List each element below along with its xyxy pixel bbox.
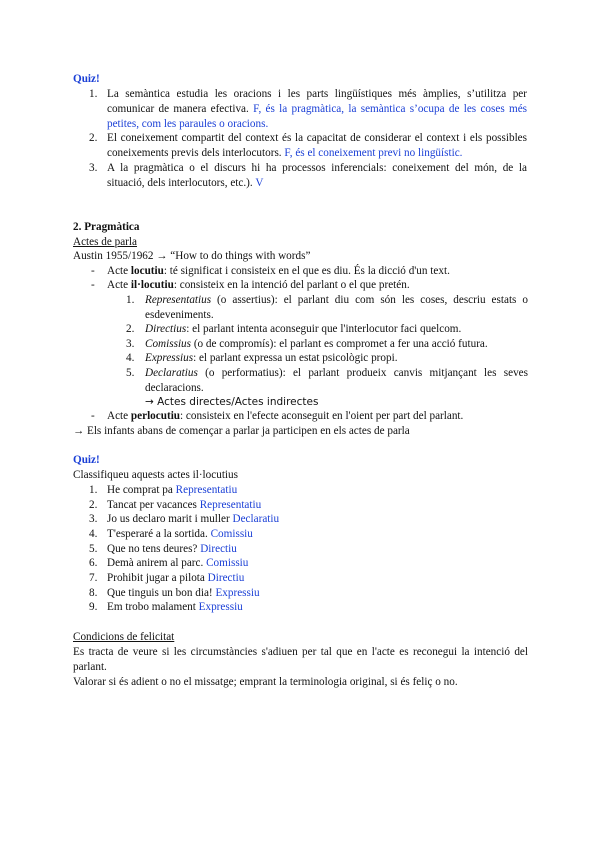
label-prefix: Acte	[107, 410, 131, 422]
answer-text: V	[255, 177, 264, 189]
subsection-heading: Actes de parla	[73, 236, 137, 248]
definition: (o performatius): el parlant produeix canvis mitjançant les seves declaracions.	[145, 367, 528, 394]
type-text	[145, 322, 528, 337]
question-text: A la pragmàtica o el discurs hi ha processos inferencials: coneixement del món, de la situació, dels interlocutors, etc.).	[107, 162, 527, 189]
type-text	[145, 366, 528, 396]
answer-text: Expressiu	[215, 587, 260, 599]
answer-text: Representatiu	[175, 484, 238, 496]
list-number: 3.	[89, 162, 98, 174]
list-number: 3.	[89, 513, 98, 525]
quiz2-item-text	[107, 556, 527, 571]
felicitat-paragraph-2: Valorar si és adient o no el missatge; emprant la terminologia original, si és feliç o no.	[73, 676, 458, 688]
term: Representatius	[145, 294, 212, 306]
bullet-dash: -	[91, 265, 95, 277]
list-number: 7.	[89, 572, 98, 584]
definition: : el parlant expressa un estat psicològic propi.	[193, 352, 398, 364]
term: Declaratius	[145, 367, 198, 379]
list-number: 5.	[126, 367, 135, 379]
definition: : el parlant intenta aconseguir que l'interlocutor faci quelcom.	[186, 323, 462, 335]
quiz-title-1: Quiz!	[73, 73, 100, 85]
type-text	[145, 293, 528, 323]
list-number: 1.	[89, 88, 98, 100]
austin-reference: Austin 1955/1962 → “How to do things with words”	[73, 250, 311, 262]
definition: (o assertius): el parlant diu com són les coses, descriu estats o esdeveniments.	[145, 294, 528, 321]
felicitat-heading: Condicions de felicitat	[73, 631, 175, 643]
definition: (o de compromís): el parlant es compromet a fer una acció futura.	[191, 338, 488, 350]
label-prefix: Acte	[107, 279, 131, 291]
infants-note: → Els infants abans de començar a parlar ja participen en els actes de parla	[73, 425, 410, 437]
felicitat-paragraph-1: Es tracta de veure si les circumstàncies s'adiuen per tal que en l'acte es reconegui la intenció del parlant.	[73, 646, 528, 673]
quiz2-item-text	[107, 498, 527, 513]
acte-locutiu-text	[107, 264, 527, 279]
term: perlocutiu	[130, 410, 181, 422]
quiz2-item-text	[107, 483, 527, 498]
acte-perlocutiu-text	[107, 409, 527, 424]
list-number: 5.	[89, 543, 98, 555]
definition: : consisteix en la intenció del parlant o el que pretén.	[173, 279, 410, 291]
quiz2-item-text	[107, 571, 527, 586]
type-text	[145, 351, 528, 366]
term: locutiu	[130, 265, 164, 277]
answer-text: Directiu	[207, 572, 245, 584]
term: il·locutiu	[130, 279, 174, 291]
definition: : consisteix en l'efecte aconseguit en l'oient per part del parlant.	[180, 410, 464, 422]
type-text	[145, 337, 528, 352]
quiz2-instruction: Classifiqueu aquests actes il·locutius	[73, 469, 238, 481]
list-number: 3.	[126, 338, 135, 350]
answer-text: Representatiu	[199, 499, 262, 511]
question-text: La semàntica estudia les oracions i les parts lingüístiques més àmplies, s’utilitza per comunicar de manera efectiva.	[107, 88, 527, 115]
term: Expressius	[145, 352, 194, 364]
list-number: 1.	[89, 484, 98, 496]
quiz1-item-text	[107, 131, 527, 161]
term: Directius	[145, 323, 187, 335]
statement: Prohibit jugar a pilota	[107, 572, 205, 584]
list-number: 1.	[126, 294, 135, 306]
statement: Jo us declaro marit i muller	[107, 513, 230, 525]
answer-text: Directiu	[200, 543, 237, 555]
statement: He comprat pa	[107, 484, 173, 496]
list-number: 9.	[89, 601, 98, 613]
quiz2-item-text	[107, 600, 527, 615]
statement: Tancat per vacances	[107, 499, 197, 511]
list-number: 8.	[89, 587, 98, 599]
direct-indirect-note: → Actes directes/Actes indirectes	[145, 396, 319, 408]
list-number: 2.	[89, 132, 98, 144]
list-number: 4.	[126, 352, 135, 364]
list-number: 6.	[89, 557, 98, 569]
answer-text: Comissiu	[210, 528, 253, 540]
quiz-title-2: Quiz!	[73, 454, 100, 466]
quiz2-item-text	[107, 542, 527, 557]
quiz1-item-text	[107, 87, 527, 132]
answer-text: F, és la pragmàtica, la semàntica s’ocupa de les coses més petites, com les paraules o oracions.	[107, 103, 528, 130]
label-prefix: Acte	[107, 265, 131, 277]
bullet-dash: -	[91, 279, 95, 291]
quiz1-item-text	[107, 161, 527, 191]
statement: Demà anirem al parc.	[107, 557, 204, 569]
statement: T'esperaré a la sortida.	[107, 528, 208, 540]
question-text: El coneixement compartit del context és la capacitat de considerar el context i els possibles coneixements previs dels interlocutors.	[107, 132, 527, 159]
answer-text: Declaratiu	[232, 513, 280, 525]
answer-text: Expressiu	[198, 601, 243, 613]
quiz2-item-text	[107, 512, 527, 527]
quiz2-item-text	[107, 586, 527, 601]
list-number: 2.	[89, 499, 98, 511]
definition: : té significat i consisteix en el que es diu. És la dicció d'un text.	[163, 265, 450, 277]
section-heading: 2. Pragmàtica	[73, 221, 140, 233]
acte-illocutiu-text	[107, 278, 527, 293]
list-number: 4.	[89, 528, 98, 540]
bullet-dash: -	[91, 410, 95, 422]
list-number: 2.	[126, 323, 135, 335]
answer-text: Comissiu	[206, 557, 249, 569]
term: Comissius	[145, 338, 192, 350]
answer-text: F, és el coneixement previ no lingüístic.	[284, 147, 463, 159]
statement: Que no tens deures?	[107, 543, 198, 555]
statement: Em trobo malament	[107, 601, 196, 613]
statement: Que tinguis un bon dia!	[107, 587, 213, 599]
quiz2-item-text	[107, 527, 527, 542]
